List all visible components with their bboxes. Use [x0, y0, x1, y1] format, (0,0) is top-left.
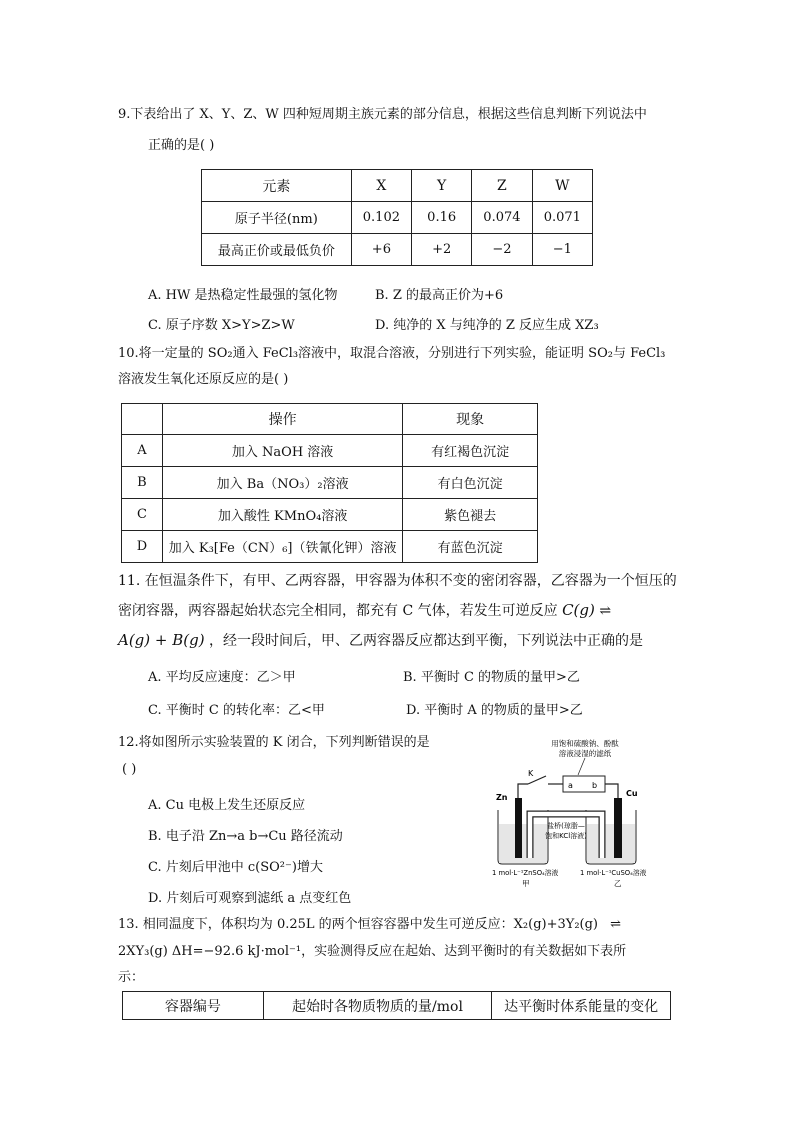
- q10-cell: B: [122, 467, 163, 499]
- q10-cell: 紫色褪去: [403, 499, 538, 531]
- equilibrium-arrow-icon: ⇌: [599, 603, 610, 619]
- figure-zn-label: Zn: [496, 793, 508, 802]
- q9-row-valence: [202, 234, 593, 266]
- q10-cell: 有红褐色沉淀: [403, 435, 538, 467]
- q11-option-d: D. 平衡时 A 的物质的量甲>乙: [406, 703, 583, 718]
- q9-header-w: W: [532, 170, 592, 202]
- q9-cell: +6: [351, 234, 411, 266]
- q10-cell: 加入 K₃[Fe（CN）₆]（铁氰化钾）溶液: [162, 531, 402, 563]
- q9-option-d: D. 纯净的 X 与纯净的 Z 反应生成 XZ₃: [375, 318, 599, 333]
- q10-cell: D: [122, 531, 163, 563]
- q9-cell: 最高正价或最低负价: [202, 234, 352, 266]
- q10-row-c: [122, 499, 538, 531]
- q10-experiment-table: [121, 403, 538, 563]
- q9-header-z: Z: [472, 170, 532, 202]
- figure-left-cell-label: 甲: [522, 879, 530, 888]
- q9-row-radius: [202, 202, 593, 234]
- q10-cell: 有蓝色沉淀: [403, 531, 538, 563]
- figure-b-label: b: [592, 781, 598, 790]
- figure-paper-label-2: 溶液浸湿的滤纸: [558, 749, 612, 758]
- q13-stem-line3: 示：: [118, 970, 145, 985]
- q13-header-container: 容器编号: [123, 992, 264, 1020]
- q12-option-b: B. 电子沿 Zn→a b→Cu 路径流动: [148, 829, 343, 844]
- q11-option-b: B. 平衡时 C 的物质的量甲>乙: [403, 670, 580, 685]
- q9-option-a: A. HW 是热稳定性最强的氢化物: [148, 288, 338, 303]
- q9-cell: −2: [472, 234, 532, 266]
- figure-pointer-line: [578, 758, 585, 775]
- q10-cell: 加入 NaOH 溶液: [162, 435, 402, 467]
- q9-stem-line1: 9.下表给出了 X、Y、Z、W 四种短周期主族元素的部分信息，根据这些信息判断下列说法中: [118, 107, 647, 122]
- q10-cell: 加入酸性 KMnO₄溶液: [162, 499, 402, 531]
- figure-bridge-label-1: 盐桥(琼脂—: [547, 822, 585, 830]
- q10-cell: A: [122, 435, 163, 467]
- q13-data-table: [122, 991, 671, 1020]
- q11-stem-line1: 11. 在恒温条件下，有甲、乙两容器，甲容器为体积不变的密闭容器，乙容器为一个恒压的: [118, 573, 677, 589]
- q12-option-a: A. Cu 电极上发生还原反应: [148, 798, 306, 813]
- galvanic-cell-figure: [490, 738, 680, 888]
- q9-option-c: C. 原子序数 X>Y>Z>W: [148, 318, 295, 333]
- left-solution-fill: [499, 824, 547, 863]
- q11-equation-left: C(g): [562, 601, 595, 619]
- q12-stem-line2: ( ): [122, 762, 137, 777]
- q12-stem-line1: 12.将如图所示实验装置的 K 闭合，下列判断错误的是: [118, 735, 430, 750]
- cu-electrode-icon: [614, 798, 622, 858]
- q11-option-c: C. 平衡时 C 的转化率：乙<甲: [148, 703, 325, 718]
- q11-stem-line3-text: ，经一段时间后，甲、乙两容器反应都达到平衡，下列说法中正确的是: [209, 633, 644, 649]
- figure-right-cell-label: 乙: [614, 879, 622, 888]
- q10-cell: 加入 Ba（NO₃）₂溶液: [162, 467, 402, 499]
- q9-element-table: [201, 169, 593, 266]
- q11-stem-line2: [118, 600, 609, 620]
- q10-row-a: [122, 435, 538, 467]
- zn-electrode-icon: [515, 798, 522, 858]
- q9-cell: 0.102: [351, 202, 411, 234]
- q9-stem-line2: 正确的是( ): [148, 138, 215, 153]
- figure-a-label: a: [568, 781, 573, 790]
- q9-header-y: Y: [412, 170, 472, 202]
- equilibrium-arrow-icon: ⇌: [610, 917, 620, 932]
- q10-row-d: [122, 531, 538, 563]
- q9-cell: −1: [532, 234, 592, 266]
- q13-header-energy: 达平衡时体系能量的变化: [492, 992, 671, 1020]
- figure-right-solution-label: 1 mol·L⁻¹CuSO₄溶液: [580, 869, 647, 877]
- q12-option-d: D. 片刻后可观察到滤纸 a 点变红色: [148, 891, 352, 906]
- q13-stem-line1: [118, 913, 619, 932]
- q11-stem-line3: [118, 630, 643, 650]
- figure-bridge-label-2: 饱和KCl溶液): [545, 832, 587, 840]
- q9-option-b: B. Z 的最高正价为+6: [375, 288, 504, 303]
- figure-left-solution-label: 1 mol·L⁻¹ZnSO₄溶液: [492, 869, 559, 877]
- q9-cell: 0.074: [472, 202, 532, 234]
- right-solution-fill: [587, 824, 635, 863]
- q10-row-b: [122, 467, 538, 499]
- q10-cell: 有白色沉淀: [403, 467, 538, 499]
- q13-stem-line2: 2XY₃(g) ΔH=−92.6 kJ·mol⁻¹，实验测得反应在起始、达到平衡时的有关数据如下表所: [118, 944, 627, 959]
- q10-header-operation: 操作: [162, 404, 402, 435]
- q10-cell: C: [122, 499, 163, 531]
- q9-cell: +2: [412, 234, 472, 266]
- q11-equation-right: A(g) + B(g): [118, 631, 205, 649]
- q9-header-element: 元素: [202, 170, 352, 202]
- q11-stem-line2-text: 密闭容器，两容器起始状态完全相同，都充有 C 气体，若发生可逆反应: [118, 603, 558, 619]
- q9-header-x: X: [351, 170, 411, 202]
- figure-k-label: K: [528, 769, 534, 778]
- figure-paper-label-1: 用饱和硫酸钠、酚酞: [551, 739, 619, 748]
- q13-header-initial: 起始时各物质物质的量/mol: [263, 992, 492, 1020]
- q9-cell: 0.071: [532, 202, 592, 234]
- q10-stem-line2: 溶液发生氧化还原反应的是( ): [118, 372, 289, 387]
- q11-option-a: A. 平均反应速度：乙＞甲: [148, 670, 296, 685]
- q10-stem-line1: 10.将一定量的 SO₂通入 FeCl₃溶液中，取混合溶液，分别进行下列实验，能证明 SO₂与 FeCl₃: [118, 346, 666, 361]
- q13-stem-line1-text: 13. 相同温度下，体积均为 0.25L 的两个恒容容器中发生可逆反应：X₂(g)+3Y₂(g): [118, 917, 599, 932]
- figure-cu-label: Cu: [626, 789, 638, 798]
- q12-option-c: C. 片刻后甲池中 c(SO²⁻)增大: [148, 860, 323, 875]
- q10-header-blank: [122, 404, 163, 435]
- q9-cell: 原子半径(nm): [202, 202, 352, 234]
- q9-cell: 0.16: [412, 202, 472, 234]
- figure-wire-right: [605, 784, 618, 798]
- q10-header-phenomenon: 现象: [403, 404, 538, 435]
